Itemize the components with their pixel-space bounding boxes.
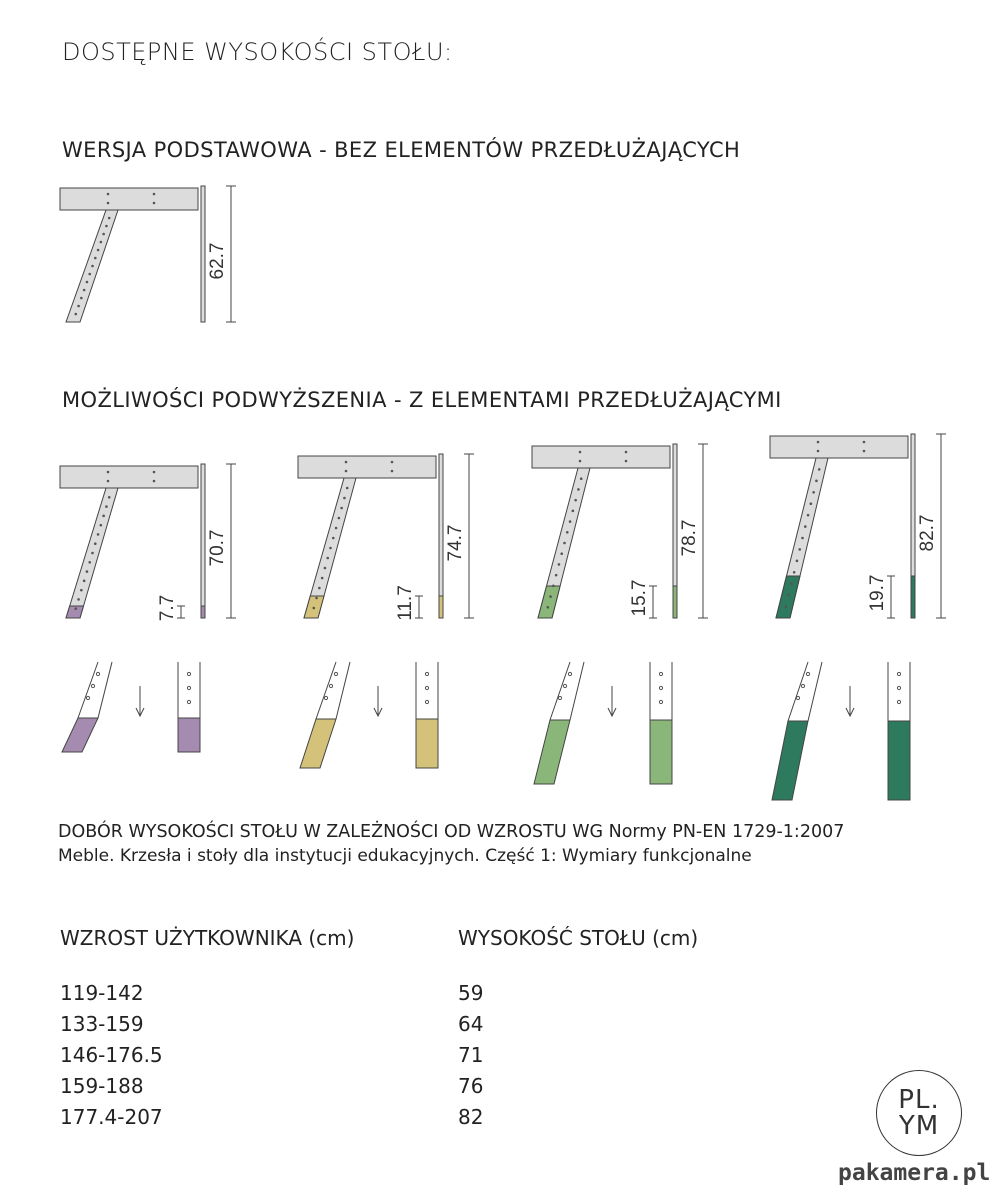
total-height-label: 74.7 <box>445 524 466 562</box>
leg-hole <box>108 496 111 499</box>
side-rail-extension <box>439 596 443 618</box>
leg-hole <box>105 505 108 508</box>
leg-hole <box>86 281 89 284</box>
side-rail-extension <box>201 606 205 618</box>
table-top-hole <box>107 202 110 205</box>
detail-hole <box>796 696 799 699</box>
leg-hole <box>91 265 94 268</box>
detail-leg-edge <box>336 662 350 719</box>
table-top-hole <box>863 441 866 444</box>
total-height-label: 78.7 <box>679 519 700 557</box>
leg-hole <box>801 537 804 540</box>
detail-hole <box>563 684 566 687</box>
leg-hole <box>546 606 549 609</box>
detail-hole <box>187 672 190 675</box>
leg-hole <box>94 542 97 545</box>
leg-hole <box>563 542 566 545</box>
leg-hole <box>818 468 821 471</box>
leg-hole <box>102 515 105 518</box>
user-height-header: WZROST UŻYTKOWNIKA (cm) <box>60 926 355 950</box>
table-height-cell: 76 <box>458 1074 484 1098</box>
logo-line-2: YM <box>898 1111 940 1141</box>
leg-hole <box>338 517 341 520</box>
leg-hole <box>329 547 332 550</box>
detail-leg-edge <box>78 662 98 718</box>
table-height-cell: 82 <box>458 1105 484 1129</box>
leg-hole <box>74 313 77 316</box>
leg-hole <box>572 510 575 513</box>
leg-hole <box>784 605 787 608</box>
detail-rail-extension <box>888 721 910 800</box>
leg-hole <box>88 273 91 276</box>
detail-hole <box>425 700 428 703</box>
leg-hole <box>321 577 324 580</box>
detail-hole <box>659 686 662 689</box>
leg-hole <box>102 233 105 236</box>
leg-hole <box>80 297 83 300</box>
table-top <box>532 446 670 468</box>
detail-leg-edge <box>788 662 808 721</box>
detail-hole <box>897 672 900 675</box>
table-height-column <box>458 926 698 1133</box>
table-top-hole <box>863 450 866 453</box>
leg-hole <box>97 533 100 536</box>
leg-hole <box>577 488 580 491</box>
leg-hole <box>560 552 563 555</box>
leg-hole <box>326 557 329 560</box>
table-top-hole <box>153 193 156 196</box>
leg-extension <box>66 606 84 618</box>
leg-hole <box>332 537 335 540</box>
table-top <box>770 436 908 458</box>
leg-extension <box>776 576 800 618</box>
detail-hole <box>558 696 561 699</box>
detail-hole <box>425 672 428 675</box>
detail-hole <box>324 696 327 699</box>
watermark: pakamera.pl <box>838 1160 991 1186</box>
leg-hole <box>810 502 813 505</box>
total-height-label: 62.7 <box>207 242 228 280</box>
table-top-hole <box>153 202 156 205</box>
table-top <box>60 466 198 488</box>
detail-leg-edge <box>98 662 112 718</box>
detail-leg-extension <box>534 720 570 784</box>
table-top-hole <box>625 451 628 454</box>
table-top-hole <box>345 461 348 464</box>
leg-hole <box>100 241 103 244</box>
leg-hole <box>312 607 315 610</box>
user-height-cell: 146-176.5 <box>60 1043 163 1067</box>
leg-hole <box>88 561 91 564</box>
detail-leg-edge <box>570 662 584 720</box>
leg-hole <box>807 514 810 517</box>
table-top <box>298 456 436 478</box>
leg-hole <box>318 587 321 590</box>
table-height-cell: 59 <box>458 981 484 1005</box>
leg-hole <box>108 217 111 220</box>
table-top <box>60 188 198 210</box>
leg-hole <box>793 571 796 574</box>
detail-hole <box>329 684 332 687</box>
logo-line-1: PL. <box>898 1085 940 1115</box>
table-top-hole <box>107 193 110 196</box>
leg-hole <box>549 595 552 598</box>
table-height-cell: 64 <box>458 1012 484 1036</box>
detail-hole <box>425 686 428 689</box>
leg-hole <box>335 527 338 530</box>
leg-hole <box>83 289 86 292</box>
side-rail-extension <box>911 576 915 618</box>
detail-hole <box>96 672 99 675</box>
leg-hole <box>787 594 790 597</box>
detail-hole <box>91 684 94 687</box>
detail-hole <box>806 672 809 675</box>
table-top-hole <box>107 480 110 483</box>
leg-hole <box>91 552 94 555</box>
leg-hole <box>798 548 801 551</box>
side-rail-extension <box>673 586 677 618</box>
detail-leg-extension <box>772 721 808 800</box>
leg-hole <box>77 305 80 308</box>
total-height-label: 82.7 <box>917 514 938 552</box>
extension-height-label: 15.7 <box>629 579 650 617</box>
detail-hole <box>801 684 804 687</box>
detail-leg-edge <box>808 662 822 721</box>
detail-hole <box>659 672 662 675</box>
leg-hole <box>804 525 807 528</box>
detail-leg-edge <box>550 662 570 720</box>
leg-hole <box>94 257 97 260</box>
table-top-hole <box>579 451 582 454</box>
leg-hole <box>346 487 349 490</box>
plym-logo <box>876 1070 962 1156</box>
table-top-hole <box>579 460 582 463</box>
table-height-header: WYSOKOŚĆ STOŁU (cm) <box>458 926 699 950</box>
table-top-hole <box>345 470 348 473</box>
leg-hole <box>324 567 327 570</box>
leg-hole <box>580 477 583 480</box>
user-height-column <box>60 926 354 1133</box>
leg-hole <box>77 598 80 601</box>
detail-leg-extension <box>62 718 98 752</box>
table-top-hole <box>153 480 156 483</box>
table-top-hole <box>391 470 394 473</box>
leg-hole <box>558 563 561 566</box>
leg-extension <box>538 586 560 618</box>
detail-hole <box>86 696 89 699</box>
user-height-cell: 159-188 <box>60 1074 144 1098</box>
leg-hole <box>812 491 815 494</box>
leg-hole <box>97 249 100 252</box>
detail-hole <box>187 686 190 689</box>
leg-hole <box>343 497 346 500</box>
table-top-hole <box>107 471 110 474</box>
extension-height-label: 11.7 <box>395 585 416 621</box>
leg-hole <box>105 225 108 228</box>
leg-hole <box>86 570 89 573</box>
user-height-cell: 177.4-207 <box>60 1105 163 1129</box>
detail-hole <box>897 686 900 689</box>
leg-hole <box>315 597 318 600</box>
leg-hole <box>555 574 558 577</box>
leg-hole <box>80 589 83 592</box>
leg-hole <box>83 580 86 583</box>
total-height-label: 70.7 <box>207 529 228 567</box>
detail-hole <box>659 700 662 703</box>
detail-leg-edge <box>316 662 336 719</box>
leg-hole <box>796 560 799 563</box>
leg-hole <box>552 585 555 588</box>
leg-hole <box>100 524 103 527</box>
extension-height-label: 7.7 <box>157 594 178 622</box>
leg-hole <box>569 520 572 523</box>
leg-hole <box>74 607 77 610</box>
standard-line-1: DOBÓR WYSOKOŚCI STOŁU W ZALEŻNOŚCI OD WZROSTU WG Normy PN-EN 1729-1:2007 <box>58 822 845 842</box>
detail-hole <box>334 672 337 675</box>
detail-hole <box>187 700 190 703</box>
page-title: DOSTĘPNE WYSOKOŚCI STOŁU: <box>62 38 453 66</box>
extension-height-label: 19.7 <box>867 574 888 612</box>
leg-hole <box>815 480 818 483</box>
leg-hole <box>566 531 569 534</box>
user-height-cell: 119-142 <box>60 981 144 1005</box>
standard-line-2: Meble. Krzesła i stoły dla instytucji edukacyjnych. Część 1: Wymiary funkcjonalne <box>58 846 752 866</box>
leg-hole <box>574 499 577 502</box>
raised-version-heading: MOŻLIWOŚCI PODWYŻSZENIA - Z ELEMENTAMI PRZEDŁUŻAJĄCYMI <box>62 388 782 412</box>
detail-hole <box>897 700 900 703</box>
side-rail <box>201 464 205 618</box>
side-rail <box>201 186 205 322</box>
detail-hole <box>568 672 571 675</box>
leg-hole <box>340 507 343 510</box>
detail-rail-extension <box>416 719 438 768</box>
table-height-cell: 71 <box>458 1043 484 1067</box>
table-top-hole <box>391 461 394 464</box>
basic-version-heading: WERSJA PODSTAWOWA - BEZ ELEMENTÓW PRZEDŁUŻAJĄCYCH <box>62 138 741 162</box>
leg-hole <box>790 582 793 585</box>
table-top-hole <box>817 441 820 444</box>
detail-rail-extension <box>178 718 200 752</box>
user-height-cell: 133-159 <box>60 1012 144 1036</box>
table-top-hole <box>625 460 628 463</box>
table-top-hole <box>817 450 820 453</box>
detail-leg-extension <box>300 719 336 768</box>
standard-note <box>58 820 844 868</box>
side-rail <box>439 454 443 618</box>
table-top-hole <box>153 471 156 474</box>
detail-rail-extension <box>650 720 672 784</box>
